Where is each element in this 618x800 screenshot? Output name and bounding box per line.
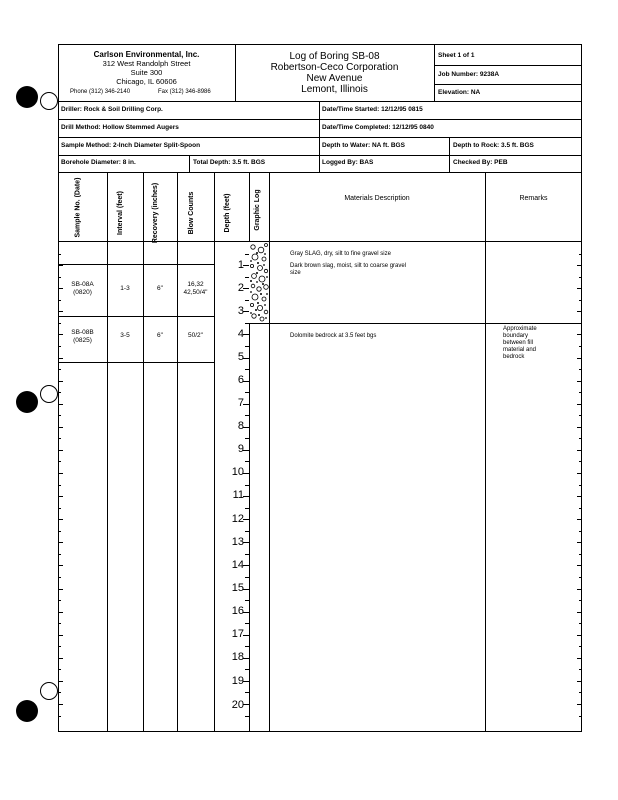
col-header-blow-counts-text: Blow Counts — [188, 191, 195, 235]
elevation: Elevation: NA — [438, 89, 481, 96]
sample-b-recovery: 6" — [157, 332, 163, 339]
depth-tick — [243, 404, 249, 405]
depth-tick — [58, 669, 61, 670]
borehole-diameter: Borehole Diameter: 8 in. — [61, 159, 136, 166]
depth-tick — [58, 542, 63, 543]
depth-label: 5 — [237, 351, 244, 363]
binder-ring-top — [40, 92, 58, 110]
materials-line-4: Dolomite bedrock at 3.5 feet bgs — [290, 333, 377, 339]
depth-tick — [58, 658, 63, 659]
sample-a-top — [58, 264, 214, 265]
depth-tick — [58, 554, 61, 555]
header-sheet-line — [434, 65, 582, 66]
col-header-recovery — [152, 181, 168, 245]
depth-label: 10 — [231, 466, 244, 478]
company-name: Carlson Environmental, Inc. — [93, 50, 200, 59]
binder-ring-bottom — [40, 682, 58, 700]
depth-tick — [577, 311, 582, 312]
sample-b-interval: 3-5 — [120, 332, 130, 339]
depth-tick — [245, 692, 249, 693]
depth-tick — [243, 334, 249, 335]
depth-tick — [579, 392, 582, 393]
depth-label: 19 — [231, 675, 244, 687]
depth-label: 11 — [232, 489, 244, 501]
depth-tick — [577, 612, 582, 613]
depth-tick — [58, 635, 63, 636]
depth-tick — [58, 704, 63, 705]
depth-tick — [243, 473, 249, 474]
depth-tick — [58, 496, 63, 497]
depth-tick — [579, 369, 582, 370]
binder-hole-middle — [16, 391, 38, 413]
col-header-blow-counts — [188, 187, 204, 239]
depth-label: 7 — [237, 397, 244, 409]
depth-label: 6 — [237, 374, 244, 386]
col-line-4 — [214, 172, 215, 732]
depth-tick — [243, 681, 249, 682]
depth-tick — [58, 461, 61, 462]
total-depth: Total Depth: 3.5 ft. BGS — [193, 159, 266, 166]
depth-label: 1 — [237, 259, 244, 271]
depth-tick — [58, 300, 61, 301]
depth-label: 16 — [231, 605, 244, 617]
depth-tick — [579, 438, 582, 439]
depth-tick — [243, 658, 249, 659]
depth-tick — [245, 669, 249, 670]
depth-tick — [58, 450, 63, 451]
depth-tick — [243, 612, 249, 613]
col-header-remarks: Remarks — [519, 195, 548, 202]
depth-tick — [577, 450, 582, 451]
depth-tick — [58, 369, 61, 370]
depth-tick — [58, 485, 61, 486]
depth-label: 8 — [237, 420, 244, 432]
depth-tick — [577, 565, 582, 566]
depth-tick — [577, 635, 582, 636]
log-city: Lemont, Illinois — [301, 84, 368, 95]
depth-tick — [245, 415, 249, 416]
binder-hole-top — [16, 86, 38, 108]
remarks-line-4: material and — [503, 347, 537, 353]
depth-tick — [245, 508, 249, 509]
depth-tick — [58, 681, 63, 682]
depth-tick — [58, 323, 61, 324]
sample-divider — [58, 316, 214, 317]
company-city: Chicago, IL 60606 — [116, 77, 177, 86]
remarks-line-1: Approximate — [503, 326, 537, 332]
info-row-line-3 — [58, 137, 582, 138]
col-line-6 — [269, 172, 270, 732]
sample-b-time: (0825) — [73, 337, 92, 344]
col-header-sample-no — [74, 177, 91, 238]
depth-tick — [245, 716, 249, 717]
binder-hole-bottom — [16, 700, 38, 722]
depth-tick — [58, 692, 61, 693]
depth-tick — [245, 438, 249, 439]
depth-tick — [579, 646, 582, 647]
depth-label: 18 — [231, 651, 244, 663]
materials-line-1: Gray SLAG, dry, silt to fine gravel size — [290, 251, 391, 257]
depth-tick — [245, 623, 249, 624]
depth-tick — [579, 600, 582, 601]
col-line-2 — [143, 172, 144, 732]
materials-line-3: size — [290, 270, 301, 276]
depth-tick — [245, 531, 249, 532]
depth-tick — [245, 554, 249, 555]
sample-a-recovery: 6" — [157, 285, 163, 292]
depth-tick — [58, 612, 63, 613]
depth-tick — [577, 381, 582, 382]
depth-tick — [245, 323, 249, 324]
info-divider-main — [319, 101, 320, 172]
depth-tick — [245, 277, 249, 278]
depth-tick — [577, 427, 582, 428]
depth-label: 14 — [231, 559, 244, 571]
depth-label: 2 — [237, 282, 244, 294]
depth-tick — [579, 254, 582, 255]
logged-by: Logged By: BAS — [322, 159, 374, 166]
date-started: Date/Time Started: 12/12/95 0815 — [322, 106, 423, 113]
remarks-line-5: bedrock — [503, 354, 525, 360]
info-divider-right — [449, 137, 450, 172]
log-street: New Avenue — [306, 73, 363, 84]
depth-tick — [243, 519, 249, 520]
strata-boundary — [249, 323, 582, 324]
depth-tick — [577, 704, 582, 705]
depth-tick — [579, 692, 582, 693]
depth-tick — [243, 288, 249, 289]
depth-tick — [243, 358, 249, 359]
depth-tick — [579, 461, 582, 462]
depth-tick — [579, 623, 582, 624]
depth-tick — [579, 669, 582, 670]
depth-tick — [58, 577, 61, 578]
depth-tick — [58, 646, 61, 647]
col-header-interval-text: Interval (feet) — [117, 191, 124, 235]
sample-b-id: SB-08B — [71, 329, 94, 336]
col-header-sample-no-text: Sample No. (Date) — [74, 177, 82, 238]
depth-tick — [245, 300, 249, 301]
depth-tick — [58, 589, 63, 590]
depth-tick — [577, 358, 582, 359]
depth-tick — [245, 461, 249, 462]
depth-tick — [58, 508, 61, 509]
depth-label: 3 — [237, 305, 244, 317]
col-line-1 — [107, 172, 108, 732]
depth-label: 17 — [231, 628, 244, 640]
sample-a-time: (0820) — [73, 289, 92, 296]
depth-tick — [58, 600, 61, 601]
depth-tick — [58, 623, 61, 624]
col-header-recovery-text: Recovery (inches) — [152, 182, 159, 244]
depth-tick — [58, 438, 61, 439]
sample-method: Sample Method: 2-Inch Diameter Split-Spoon — [61, 142, 201, 149]
depth-tick — [245, 346, 249, 347]
depth-tick — [243, 542, 249, 543]
depth-tick — [577, 334, 582, 335]
driller: Driller: Rock & Soil Drilling Corp. — [61, 106, 163, 113]
depth-tick — [58, 277, 61, 278]
company-fax: Fax (312) 346-8986 — [158, 89, 211, 95]
sample-a-id: SB-08A — [71, 281, 94, 288]
depth-tick — [58, 346, 61, 347]
depth-tick — [245, 485, 249, 486]
depth-tick — [58, 473, 63, 474]
info-row-line-5 — [58, 172, 582, 173]
depth-tick — [577, 681, 582, 682]
depth-tick — [579, 415, 582, 416]
depth-label: 4 — [237, 328, 244, 340]
depth-tick — [58, 427, 63, 428]
date-completed: Date/Time Completed: 12/12/95 0840 — [322, 124, 434, 131]
depth-tick — [58, 334, 63, 335]
depth-to-rock: Depth to Rock: 3.5 ft. BGS — [453, 142, 534, 149]
depth-tick — [579, 323, 582, 324]
sample-b-bottom — [58, 362, 214, 363]
depth-tick — [579, 485, 582, 486]
depth-tick — [579, 277, 582, 278]
depth-tick — [243, 427, 249, 428]
info-row-line-1 — [58, 101, 582, 102]
company-suite: Suite 300 — [130, 68, 163, 77]
col-header-graphic-log-text: Graphic Log — [254, 189, 261, 231]
info-divider-diameter — [189, 155, 190, 172]
depth-tick — [577, 265, 582, 266]
depth-tick — [58, 381, 63, 382]
depth-tick — [245, 254, 249, 255]
sample-a-interval: 1-3 — [120, 285, 130, 292]
col-line-3 — [177, 172, 178, 732]
binder-ring-middle — [40, 385, 58, 403]
table-header-line — [58, 241, 582, 242]
job-number: Job Number: 9238A — [438, 71, 500, 78]
remarks-line-3: between fill — [503, 340, 534, 346]
depth-tick — [579, 716, 582, 717]
depth-tick — [245, 577, 249, 578]
info-row-line-4 — [58, 155, 582, 156]
depth-tick — [245, 646, 249, 647]
header-job-line — [434, 84, 582, 85]
drill-method: Drill Method: Hollow Stemmed Augers — [61, 124, 179, 131]
remarks-line-2: boundary — [503, 333, 529, 339]
depth-tick — [577, 589, 582, 590]
depth-tick — [58, 519, 63, 520]
sample-a-blows-2: 42,50/4" — [183, 289, 208, 296]
depth-tick — [245, 600, 249, 601]
depth-tick — [243, 450, 249, 451]
sheet-number: Sheet 1 of 1 — [438, 52, 475, 59]
depth-tick — [577, 496, 582, 497]
depth-tick — [58, 288, 63, 289]
depth-tick — [58, 404, 63, 405]
company-phone: Phone (312) 346-2140 — [70, 89, 131, 95]
depth-tick — [579, 577, 582, 578]
col-header-materials: Materials Description — [344, 195, 410, 202]
depth-tick — [243, 265, 249, 266]
log-title: Log of Boring SB-08 — [289, 51, 380, 62]
depth-label: 12 — [231, 513, 244, 525]
depth-to-water: Depth to Water: NA ft. BGS — [322, 142, 405, 149]
graphic-log-slag — [249, 242, 269, 323]
log-client: Robertson-Ceco Corporation — [270, 62, 399, 73]
depth-tick — [58, 265, 63, 266]
depth-label: 20 — [231, 699, 244, 711]
depth-tick — [579, 508, 582, 509]
depth-tick — [243, 589, 249, 590]
depth-tick — [58, 254, 61, 255]
header-divider-2 — [434, 44, 435, 101]
depth-tick — [243, 496, 249, 497]
depth-tick — [243, 565, 249, 566]
col-header-depth-text: Depth (feet) — [224, 193, 231, 233]
depth-tick — [577, 288, 582, 289]
depth-tick — [577, 473, 582, 474]
depth-tick — [58, 565, 63, 566]
info-row-line-2 — [58, 119, 582, 120]
depth-tick — [579, 554, 582, 555]
depth-tick — [579, 531, 582, 532]
depth-tick — [58, 358, 63, 359]
depth-tick — [577, 542, 582, 543]
sample-b-blows: 50/2" — [188, 332, 203, 339]
depth-label: 15 — [231, 582, 244, 594]
depth-tick — [577, 658, 582, 659]
depth-tick — [579, 300, 582, 301]
company-street: 312 West Randolph Street — [102, 59, 191, 68]
depth-tick — [58, 716, 61, 717]
depth-tick — [577, 519, 582, 520]
depth-tick — [243, 635, 249, 636]
col-line-7 — [485, 172, 486, 732]
depth-tick — [245, 369, 249, 370]
depth-tick — [58, 415, 61, 416]
col-header-depth — [224, 186, 240, 240]
depth-tick — [58, 392, 61, 393]
materials-line-2: Dark brown slag, moist, silt to coarse gravel — [290, 263, 407, 269]
sample-a-blows-1: 16,32 — [187, 281, 204, 288]
depth-label: 13 — [231, 536, 244, 548]
depth-label: 9 — [237, 443, 244, 455]
depth-tick — [577, 404, 582, 405]
depth-tick — [58, 311, 63, 312]
depth-tick — [243, 704, 249, 705]
depth-tick — [245, 392, 249, 393]
depth-tick — [58, 531, 61, 532]
col-header-interval — [117, 188, 133, 238]
depth-tick — [243, 381, 249, 382]
depth-tick — [243, 311, 249, 312]
depth-tick — [579, 346, 582, 347]
checked-by: Checked By: PEB — [453, 159, 508, 166]
col-header-graphic-log — [254, 179, 264, 241]
